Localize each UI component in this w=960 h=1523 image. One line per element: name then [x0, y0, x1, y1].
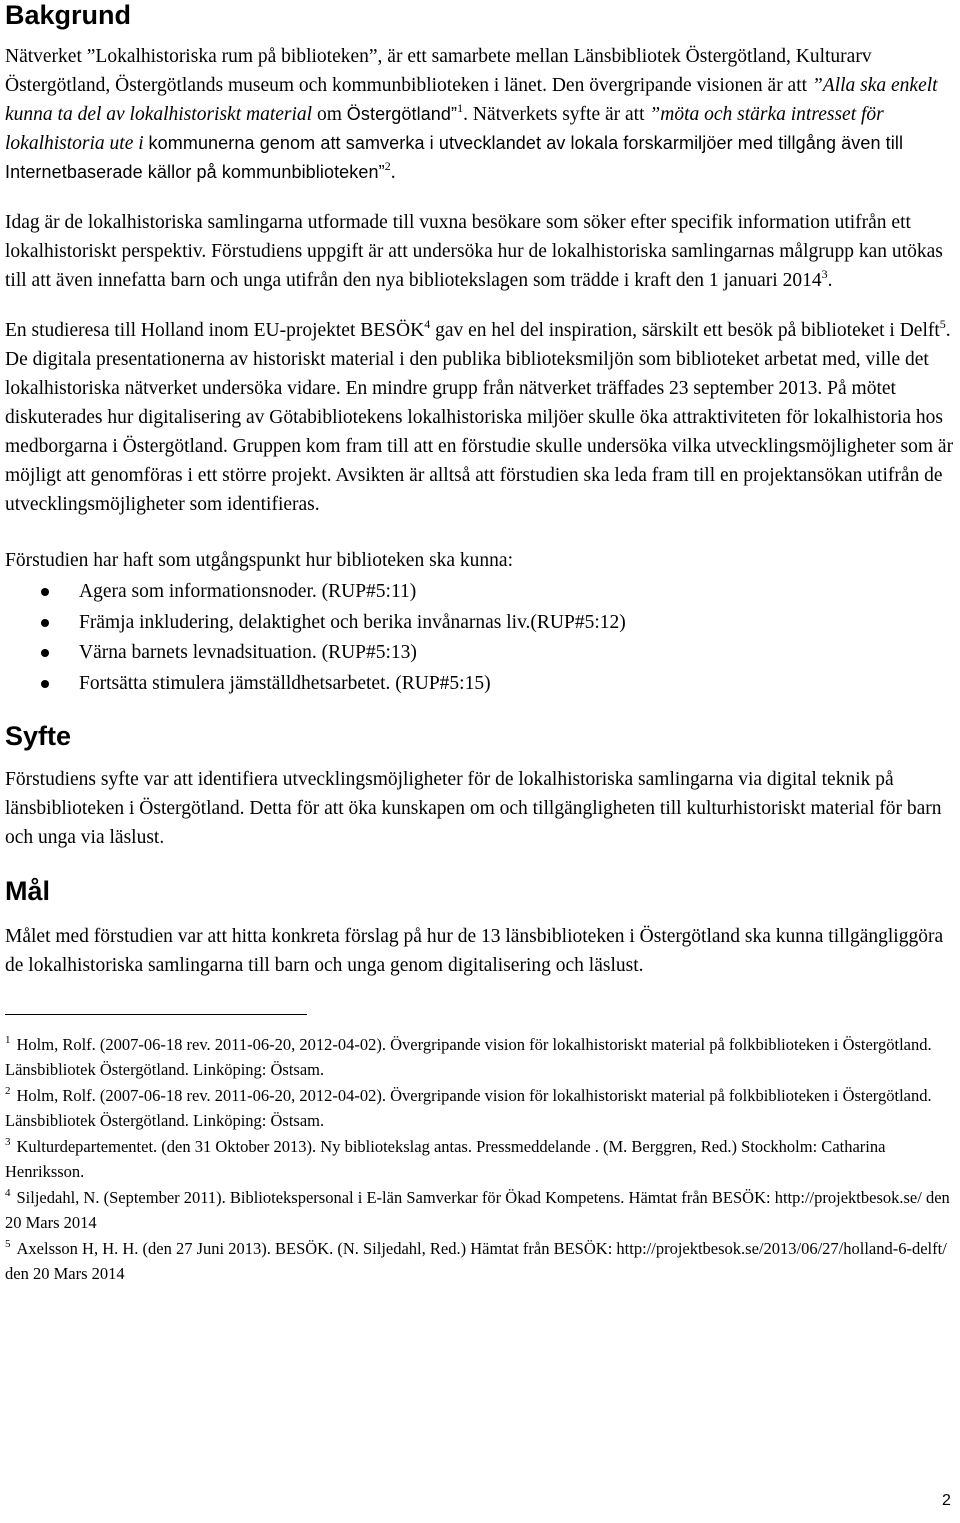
quote-vision: ”Alla ska enkelt kunna ta del av lokalhistoriskt material [5, 75, 938, 125]
quote-purpose-cont: kommunerna genom att samverka i utvecklandet av lokala forskarmiljöer med tillgång även till Internetbaserade källor på kommunbiblioteken” [5, 133, 904, 182]
bullet-icon [41, 680, 49, 688]
paragraph-starting-point: Förstudien har haft som utgångspunkt hur biblioteken ska kunna: [5, 550, 514, 571]
paragraph-today [5, 208, 957, 295]
text-run: . [827, 270, 833, 291]
paragraph-study-trip [5, 316, 957, 519]
footnote-number: 5 [5, 1238, 11, 1250]
section-heading-bakgrund: Bakgrund [5, 0, 132, 30]
footnote-number: 4 [5, 1187, 11, 1199]
footnote-ref-5[interactable]: 5 [939, 317, 946, 331]
list-item-text: Främja inkludering, delaktighet och berika invånarnas liv.(RUP#5:12) [79, 611, 626, 633]
quote-purpose: ”möta och stärka intresset för lokalhistoria ute i [5, 104, 884, 154]
footnote-ref-1[interactable]: 1 [457, 101, 464, 115]
list-item [5, 577, 957, 608]
list-item [5, 608, 957, 639]
text-run: . [390, 162, 396, 183]
quote-vision-end: Östergötland” [346, 104, 458, 124]
footnote-5 [5, 1237, 957, 1286]
footnote-ref-3[interactable]: 3 [821, 267, 828, 281]
footnote-number: 2 [5, 1085, 11, 1097]
footnote-4 [5, 1186, 957, 1235]
text-run: gav en hel del inspiration, särskilt ett besök på biblioteket i Delft [430, 320, 940, 341]
bullet-icon [41, 649, 49, 657]
footnotes [5, 1033, 957, 1286]
goal-bullet-list [5, 577, 957, 699]
section-heading-syfte: Syfte [5, 721, 72, 751]
footnote-text: Holm, Rolf. (2007-06-18 rev. 2011-06-20, 2012-04-02). Övergripande vision för lokalhistoriskt material på folkbiblioteken i Östergötland. Länsbibliotek Östergötland. Linköping: Östsam. [5, 1035, 932, 1079]
bullet-icon [41, 619, 49, 627]
list-item [5, 638, 957, 669]
footnote-1 [5, 1033, 957, 1082]
page-number: 2 [942, 1492, 951, 1509]
section-heading-mal: Mål [5, 876, 51, 906]
footnote-3 [5, 1135, 957, 1184]
list-item-text: Agera som informationsnoder. (RUP#5:11) [79, 581, 417, 602]
list-item-text: Värna barnets levnadsituation. (RUP#5:13) [79, 642, 417, 663]
bullet-icon [41, 588, 49, 596]
footnote-number: 3 [5, 1136, 11, 1148]
footnote-ref-2[interactable]: 2 [384, 159, 391, 173]
footnote-text: Axelsson H, H. H. (den 27 Juni 2013). BESÖK. (N. Siljedahl, Red.) Hämtat från BESÖK: http://projektbesok.se/2013/06/27/holland-6-delft/ den 20 Mars 2014 [5, 1239, 947, 1283]
text-run: Idag är de lokalhistoriska samlingarna utformade till vuxna besökare som söker efter specifik information utifrån ett lokalhistoriskt perspektiv. Förstudiens uppgift är att undersöka hur de lokalhistoriska samlingarnas målgrupp kan utökas till att även innefatta barn och unga utifrån den nya bibliotekslagen som trädde i kraft den 1 januari 2014 [5, 212, 943, 291]
footnote-text: Siljedahl, N. (September 2011). Bibliotekspersonal i E-län Samverkar för Ökad Kompetens. Hämtat från BESÖK: http://projektbesok.se/ den 20 Mars 2014 [5, 1188, 950, 1232]
footnote-2 [5, 1084, 957, 1133]
paragraph-purpose: Förstudiens syfte var att identifiera utvecklingsmöjligheter för de lokalhistoriska samlingarna via digital teknik på länsbiblioteken i Östergötland. Detta för att öka kunskapen om och tillgängligheten till kulturhistoriskt material för barn och unga via läslust. [5, 769, 942, 848]
text-run: En studieresa till Holland inom EU-projektet BESÖK [5, 320, 425, 341]
paragraph-background-network [5, 42, 957, 187]
text-run: . De digitala presentationerna av historiskt material i den publika biblioteksmiljön som biblioteket arbetat med, ville det lokalhistoriska nätverket undersöka vidare. En mindre grupp från nätverket träffades 23 september 2013. På mötet diskuterades hur digitalisering av Götabibliotekens lokalhistoriska miljöer skulle öka attraktiviteten för lokalhistoria hos medborgarna i Östergötland. Gruppen kom fram till att en förstudie skulle undersöka vilka utvecklingsmöjligheter som är möjligt att genomföras i ett större projekt. Avsikten är alltså att förstudien ska leda fram till en projektansökan utifrån de utvecklingsmöjligheter som identifieras. [5, 320, 954, 515]
footnote-text: Kulturdepartementet. (den 31 Oktober 2013). Ny bibliotekslag antas. Pressmeddelande . (M. Berggren, Red.) Stockholm: Catharina Henriksson. [5, 1137, 886, 1181]
footnote-text: Holm, Rolf. (2007-06-18 rev. 2011-06-20, 2012-04-02). Övergripande vision för lokalhistoriskt material på folkbiblioteken i Östergötland. Länsbibliotek Östergötland. Linköping: Östsam. [5, 1086, 932, 1130]
text-run: om [312, 104, 347, 125]
text-run: . Nätverkets syfte är att [463, 104, 650, 125]
document-page [5, 0, 957, 1286]
text-run: Nätverket ”Lokalhistoriska rum på biblioteken”, är ett samarbete mellan Länsbibliotek Östergötland, Kulturarv Östergötland, Östergötlands museum och kommunbiblioteken i länet. Den övergripande visionen är att [5, 46, 872, 96]
paragraph-goal: Målet med förstudien var att hitta konkreta förslag på hur de 13 länsbiblioteken i Östergötland ska kunna tillgängliggöra de lokalhistoriska samlingarna till barn och unga genom digitalisering och läslust. [5, 926, 944, 976]
footnote-separator [5, 1014, 307, 1015]
list-item-text: Fortsätta stimulera jämställdhetsarbetet. (RUP#5:15) [79, 672, 491, 694]
list-item [5, 669, 957, 700]
footnote-number: 1 [5, 1034, 11, 1046]
footnote-ref-4[interactable]: 4 [424, 317, 431, 331]
